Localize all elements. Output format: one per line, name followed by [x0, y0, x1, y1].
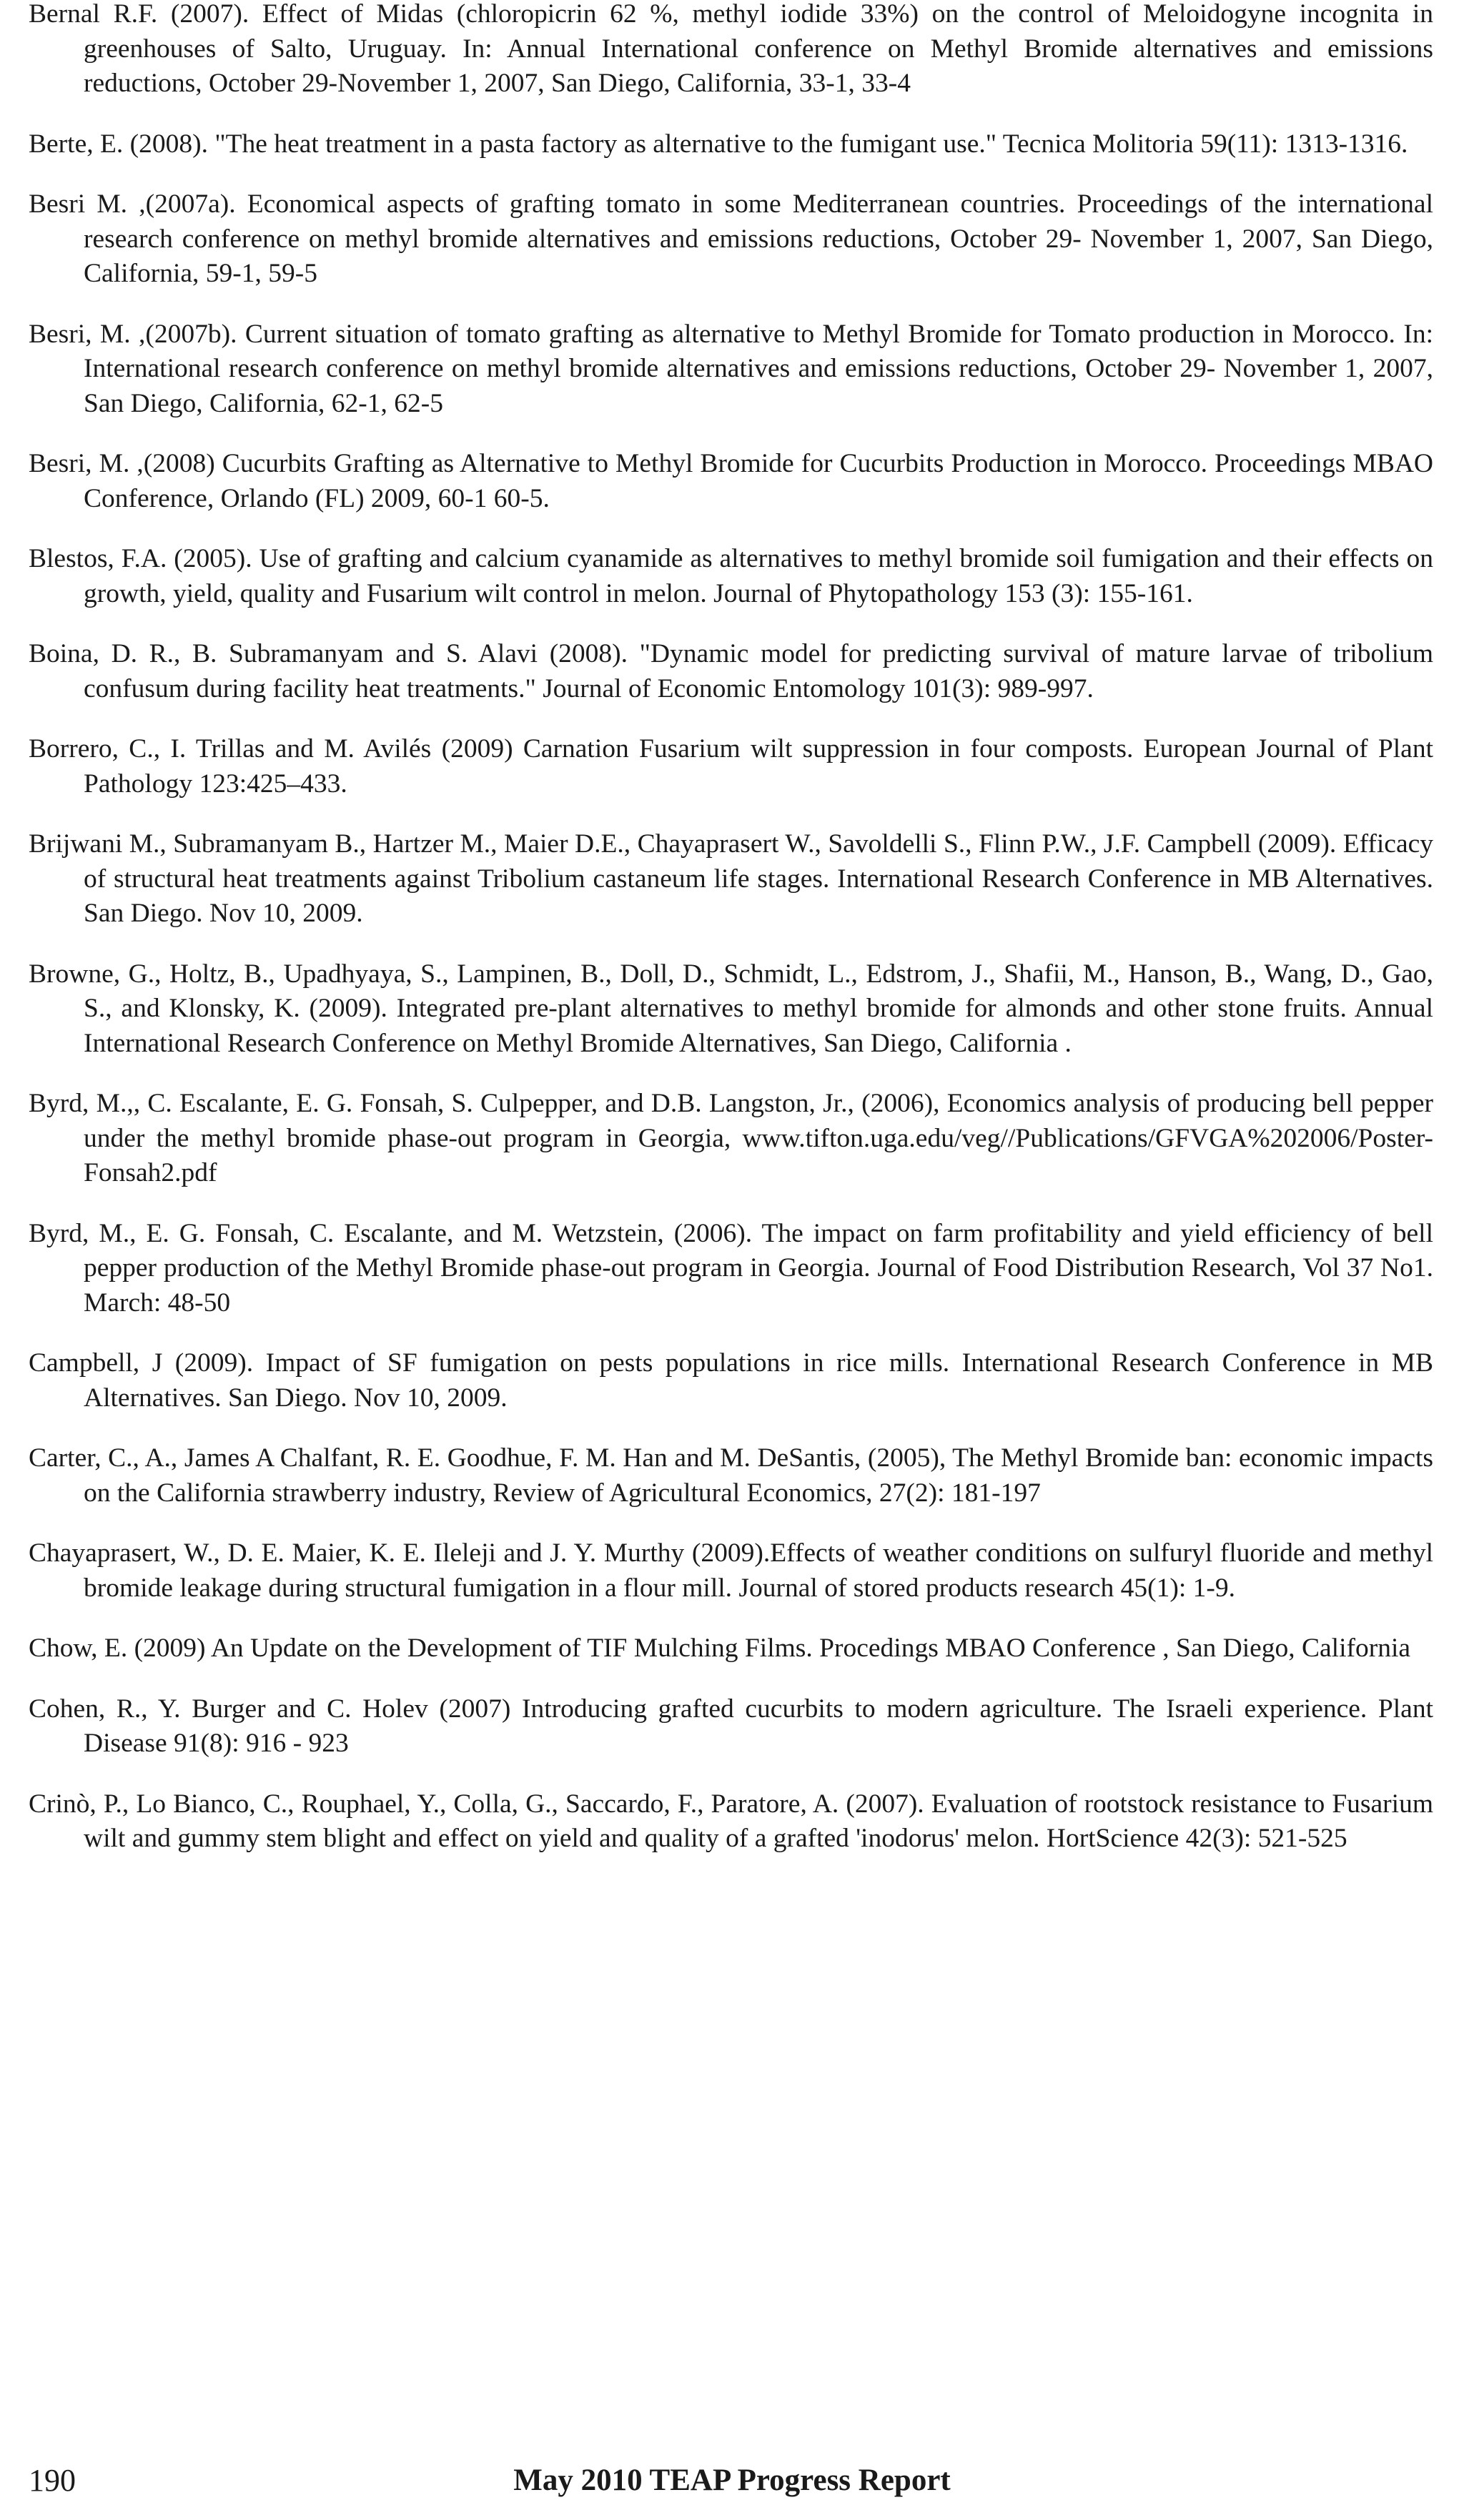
reference-entry: Cohen, R., Y. Burger and C. Holev (2007) Introducing grafted cucurbits to modern agriculture. The Israeli experience. Plant Disease 91(8): 916 - 923: [29, 1694, 1433, 1758]
reference-entry: Boina, D. R., B. Subramanyam and S. Alavi (2008). "Dynamic model for predicting survival of mature larvae of tribolium confusum during facility heat treatments." Journal of Economic Entomology 101(3): 989-997.: [29, 639, 1433, 703]
reference-entry: Campbell, J (2009). Impact of SF fumigation on pests populations in rice mills. International Research Conference in MB Alternatives. San Diego. Nov 10, 2009.: [29, 1348, 1433, 1413]
reference-entry: Browne, G., Holtz, B., Upadhyaya, S., Lampinen, B., Doll, D., Schmidt, L., Edstrom, J., Shafii, M., Hanson, B., Wang, D., Gao, S., and Klonsky, K. (2009). Integrated pre-plant alternatives to methyl bromide for almonds and other stone fruits. Annual International Research Conference on Methyl Bromide Alternatives, San Diego, California .: [29, 959, 1433, 1058]
reference-entry: Borrero, C., I. Trillas and M. Avilés (2009) Carnation Fusarium wilt suppression in four composts. European Journal of Plant Pathology 123:425–433.: [29, 734, 1433, 799]
reference-entry: Byrd, M.,, C. Escalante, E. G. Fonsah, S. Culpepper, and D.B. Langston, Jr., (2006), Economics analysis of producing bell pepper under the methyl bromide phase-out program in Georgia, www.tifton.uga.edu/veg//Publications/GFVGA%202006/Poster-Fonsah2.pdf: [29, 1089, 1433, 1187]
reference-list: [29, 0, 1433, 1882]
report-title: May 2010 TEAP Progress Report: [513, 2464, 951, 2497]
reference-entry: Blestos, F.A. (2005). Use of grafting and calcium cyanamide as alternatives to methyl bromide soil fumigation and their effects on growth, yield, quality and Fusarium wilt control in melon. Journal of Phytopathology 153 (3): 155-161.: [29, 544, 1433, 608]
reference-entry: Chow, E. (2009) An Update on the Development of TIF Mulching Films. Procedings MBAO Conference , San Diego, California: [29, 1634, 1411, 1663]
reference-entry: Carter, C., A., James A Chalfant, R. E. Goodhue, F. M. Han and M. DeSantis, (2005), The Methyl Bromide ban: economic impacts on the California strawberry industry, Review of Agricultural Economics, 27(2): 181-197: [29, 1443, 1433, 1508]
reference-entry: Bernal R.F. (2007). Effect of Midas (chloropicrin 62 %, methyl iodide 33%) on the control of Meloidogyne incognita in greenhouses of Salto, Uruguay. In: Annual International conference on Methyl Bromide alternatives and emissions reductions, October 29-November 1, 2007, San Diego, California, 33-1, 33-4: [29, 0, 1433, 98]
reference-entry: Chayaprasert, W., D. E. Maier, K. E. Ileleji and J. Y. Murthy (2009).Effects of weather conditions on sulfuryl fluoride and methyl bromide leakage during structural fumigation in a flour mill. Journal of stored products research 45(1): 1-9.: [29, 1538, 1433, 1603]
reference-entry: Crinò, P., Lo Bianco, C., Rouphael, Y., Colla, G., Saccardo, F., Paratore, A. (2007). Evaluation of rootstock resistance to Fusarium wilt and gummy stem blight and effect on yield and quality of a grafted 'inodorus' melon. HortScience 42(3): 521-525: [29, 1789, 1433, 1853]
reference-entry: Besri M. ,(2007a). Economical aspects of grafting tomato in some Mediterranean countries. Proceedings of the international research conference on methyl bromide alternatives and emissions reductions, October 29- November 1, 2007, San Diego, California, 59-1, 59-5: [29, 189, 1433, 288]
reference-entry: Brijwani M., Subramanyam B., Hartzer M., Maier D.E., Chayaprasert W., Savoldelli S., Flinn P.W., J.F. Campbell (2009). Efficacy of structural heat treatments against Tribolium castaneum life stages. International Research Conference in MB Alternatives. San Diego. Nov 10, 2009.: [29, 829, 1433, 928]
reference-entry: Besri, M. ,(2008) Cucurbits Grafting as Alternative to Methyl Bromide for Cucurbits Production in Morocco. Proceedings MBAO Conference, Orlando (FL) 2009, 60-1 60-5.: [29, 449, 1433, 513]
page-footer: [0, 2459, 1464, 2502]
page-number: 190: [29, 2463, 76, 2498]
reference-entry: Byrd, M., E. G. Fonsah, C. Escalante, and M. Wetzstein, (2006). The impact on farm profitability and yield efficiency of bell pepper production of the Methyl Bromide phase-out program in Georgia. Journal of Food Distribution Research, Vol 37 No1. March: 48-50: [29, 1218, 1433, 1318]
reference-entry: Besri, M. ,(2007b). Current situation of tomato grafting as alternative to Methyl Bromide for Tomato production in Morocco. In: International research conference on methyl bromide alternatives and emissions reductions, October 29- November 1, 2007, San Diego, California, 62-1, 62-5: [29, 319, 1433, 418]
reference-entry: Berte, E. (2008). "The heat treatment in a pasta factory as alternative to the fumigant use." Tecnica Molitoria 59(11): 1313-1316.: [29, 129, 1408, 159]
